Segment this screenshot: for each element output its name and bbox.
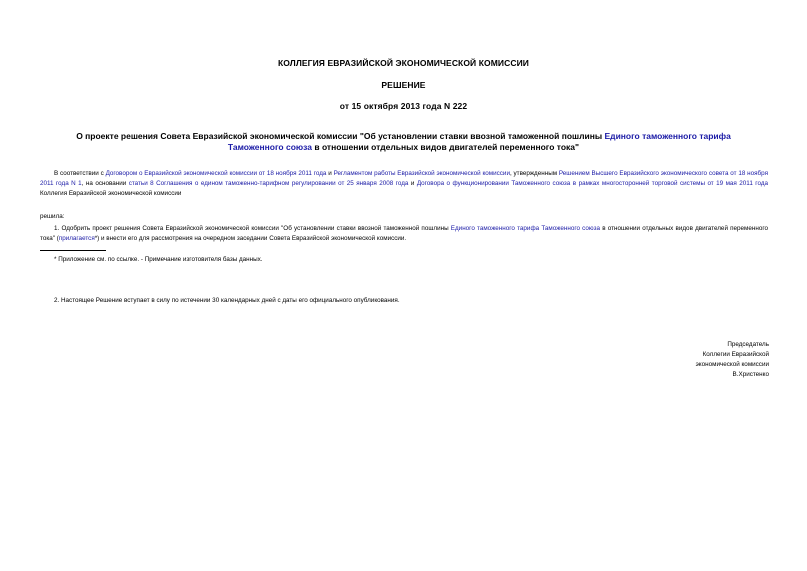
title-link-customs-union[interactable]: Таможенного союза: [227, 142, 312, 152]
organization-heading: КОЛЛЕГИЯ ЕВРАЗИЙСКОЙ ЭКОНОМИЧЕСКОЙ КОМИССИИ: [277, 58, 530, 68]
item-2-paragraph: 2. Настоящее Решение вступает в силу по истечении 30 календарных дней с даты его официального опубликования.: [54, 297, 400, 304]
item-1-text: 1. Одобрить проект решения Совета Евразийской экономической комиссии "Об установлении ставки ввозной таможенной пошлины: [54, 225, 451, 232]
date-number-heading: от 15 октября 2013 года N 222: [339, 101, 468, 111]
document-title: [60, 131, 747, 153]
signature-body: Коллегии Евразийской: [702, 351, 769, 358]
title-text: О проекте решения Совета Евразийской экономической комиссии "Об установлении ставки ввозной таможенной пошлины: [76, 131, 605, 141]
preamble-text: Коллегия Евразийской экономической комиссии: [40, 190, 182, 197]
link-article-8-agreement[interactable]: статьи 8 Соглашения о едином таможенно-тарифном регулировании от 25 января 2008 года: [128, 180, 409, 187]
item-1-paragraph: [40, 224, 768, 244]
document-type-heading: РЕШЕНИЕ: [381, 80, 426, 90]
preamble-text: , на основании: [81, 180, 129, 187]
item-1-text: *) и внести его для рассмотрения на очередном заседании Совета Евразийской экономической комиссии.: [94, 235, 407, 242]
signature-block: [569, 340, 769, 380]
signature-body-cont: экономической комиссии: [695, 361, 769, 368]
link-attachment[interactable]: прилагается: [58, 235, 95, 242]
link-customs-union-treaty[interactable]: Договора о функционировании Таможенного союза в рамках многосторонней торговой системы от 19 мая 2011 года: [416, 180, 768, 187]
link-unified-customs-tariff[interactable]: Единого таможенного тарифа Таможенного союза: [450, 225, 601, 232]
preamble-text: и: [408, 180, 417, 187]
preamble-text: , утвержденным: [509, 170, 559, 177]
title-text-end: в отношении отдельных видов двигателей переменного тока": [312, 142, 580, 152]
footnote: * Приложение см. по ссылке. - Примечание изготовителя базы данных.: [54, 256, 263, 263]
decided-label: решила:: [40, 213, 65, 220]
link-supreme-council-decision[interactable]: Решением Высшего Евразийского экономического совета от 18 ноября 2011 года N 1: [40, 170, 768, 187]
preamble-paragraph: [40, 169, 768, 199]
preamble-text: В соответствии с: [54, 170, 106, 177]
footnote-divider: [40, 250, 106, 251]
signature-name: В.Христенко: [732, 371, 769, 378]
link-eec-regulations[interactable]: Регламентом работы Евразийской экономической комиссии: [333, 170, 510, 177]
signature-position: Председатель: [727, 341, 769, 348]
preamble-text: и: [326, 170, 334, 177]
item-1-text: в отношении отдельных видов двигателей переменного тока" (: [40, 225, 769, 242]
title-link-tariff[interactable]: Единого таможенного тарифа: [604, 131, 731, 141]
link-eec-treaty[interactable]: Договором о Евразийской экономической комиссии от 18 ноября 2011 года: [105, 170, 327, 177]
